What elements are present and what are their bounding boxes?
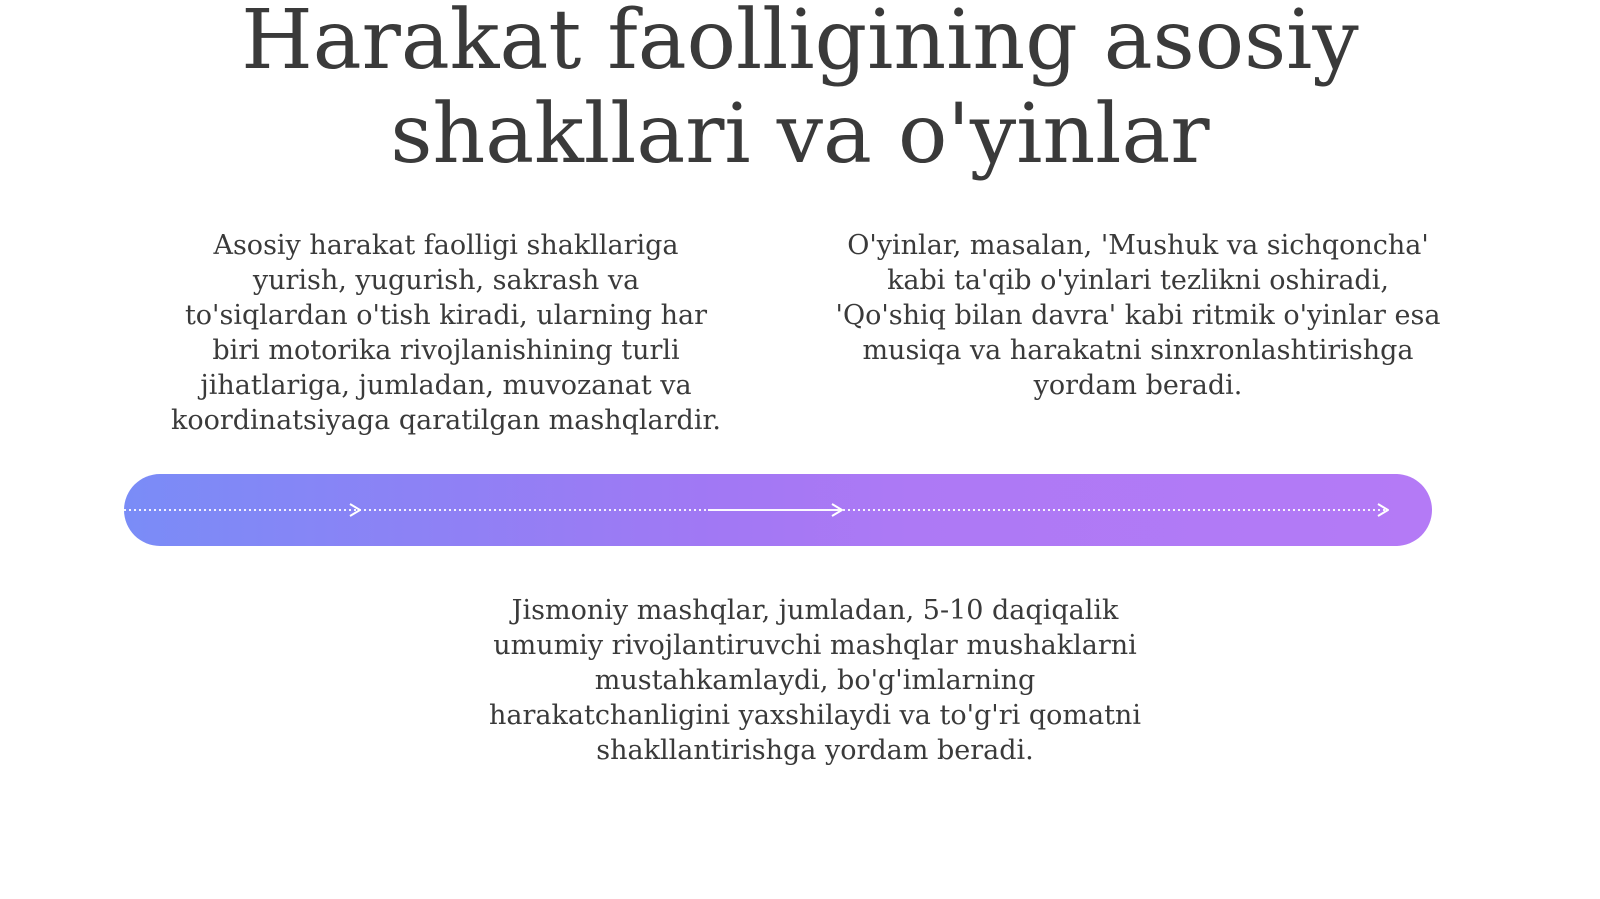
exercises-text (465, 593, 1165, 768)
text-line: biri motorika rivojlanishining turli (212, 335, 680, 366)
title-line-1: Harakat faolligining asosiy (241, 0, 1359, 88)
text-line: Asosiy harakat faolligi shakllariga (213, 230, 679, 261)
text-line: to'siqlardan o'tish kiradi, ularning har (184, 300, 708, 331)
games-text (820, 228, 1456, 403)
text-line: shakllantirishga yordam beradi. (596, 735, 1034, 766)
timeline-bar (124, 474, 1432, 546)
text-line: yordam beradi. (1033, 370, 1243, 401)
text-line: yurish, yugurish, sakrash va (252, 265, 640, 296)
text-line: 'Qo'shiq bilan davra' kabi ritmik o'yinlar esa (835, 300, 1441, 331)
text-line: harakatchanligini yaxshilaydi va to'g'ri qomatni (489, 700, 1141, 731)
timeline-arrows (124, 474, 1432, 546)
text-line: kabi ta'qib o'yinlari tezlikni oshiradi, (887, 265, 1389, 296)
text-line: musiqa va harakatni sinxronlashtirishga (862, 335, 1414, 366)
text-line: Jismoniy mashqlar, jumladan, 5-10 daqiqalik (511, 595, 1119, 626)
text-line: mustahkamlaydi, bo'g'imlarning (594, 665, 1036, 696)
slide-title (0, 0, 1600, 182)
text-line: koordinatsiyaga qaratilgan mashqlardir. (170, 405, 721, 436)
text-line: O'yinlar, masalan, 'Mushuk va sichqoncha' (847, 230, 1429, 261)
text-line: umumiy rivojlantiruvchi mashqlar mushaklarni (493, 630, 1137, 661)
text-line: jihatlariga, jumladan, muvozanat va (200, 370, 692, 401)
movement-forms-text (148, 228, 744, 438)
title-line-2: shakllari va o'yinlar (390, 87, 1210, 182)
